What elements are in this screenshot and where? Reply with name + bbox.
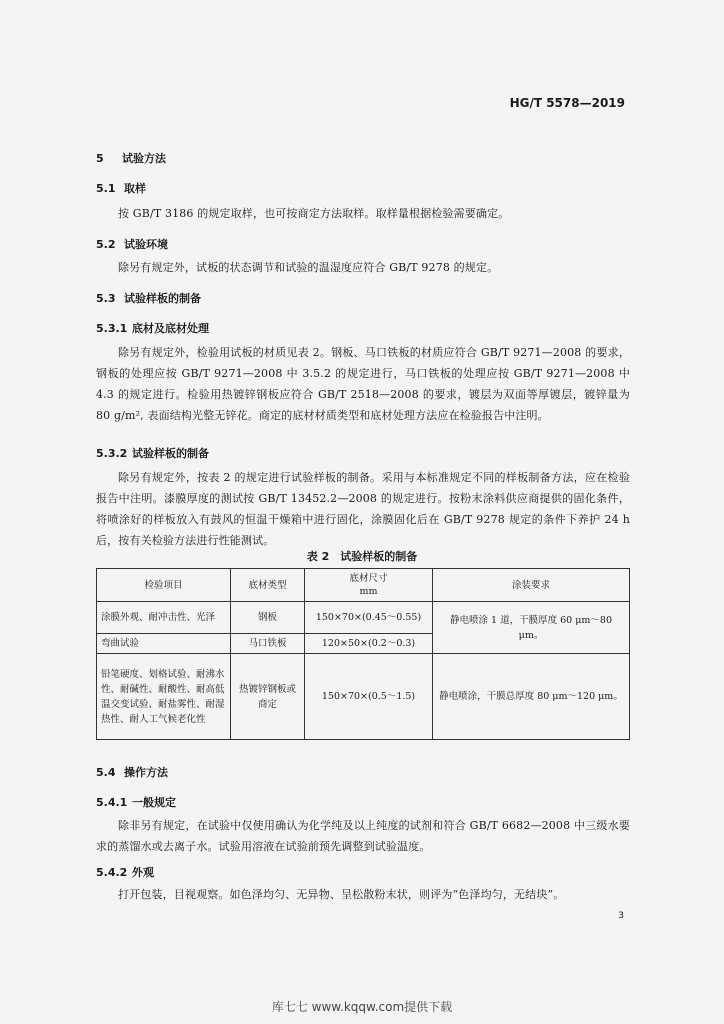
heading-title: 取样 [124, 182, 146, 195]
cell-size: 150×70×(0.45～0.55) [305, 602, 433, 634]
download-watermark: 库七七 www.kqqw.com提供下载 [271, 1000, 453, 1014]
cell-substrate: 马口铁板 [231, 634, 305, 654]
heading-number: 5.3.2 [96, 447, 128, 460]
header-size-label: 底材尺寸 [349, 573, 388, 584]
heading-title: 操作方法 [124, 766, 168, 779]
header-size [305, 569, 433, 602]
cell-size: 150×70×(0.5～1.5) [305, 654, 433, 740]
heading-5-4 [96, 764, 168, 780]
cell-substrate: 钢板 [231, 602, 305, 634]
heading-number: 5.1 [96, 182, 116, 195]
table-header-row [97, 569, 630, 602]
heading-number: 5.4 [96, 766, 116, 779]
heading-title: 外观 [132, 866, 154, 879]
heading-title: 试验环境 [124, 238, 168, 251]
heading-5-4-1 [96, 794, 176, 810]
table-row [97, 602, 630, 634]
cell-size: 120×50×(0.2～0.3) [305, 634, 433, 654]
table-row [97, 654, 630, 740]
heading-title: 底材及底材处理 [132, 322, 209, 335]
cell-substrate: 热镀锌钢板或商定 [231, 654, 305, 740]
cell-coating: 静电喷涂 1 道，干膜厚度 60 μm～80 μm。 [433, 602, 630, 654]
heading-number: 5 [96, 152, 104, 165]
sample-preparation-table [96, 568, 630, 740]
heading-number: 5.3.1 [96, 322, 128, 335]
table-caption: 表 2 试验样板的制备 [306, 550, 418, 563]
heading-5-3-1 [96, 320, 209, 336]
heading-5-1 [96, 180, 146, 196]
document-code: HG/T 5578—2019 [509, 96, 625, 110]
heading-number: 5.3 [96, 292, 116, 305]
heading-number: 5.4.1 [96, 796, 128, 809]
header-substrate: 底材类型 [231, 569, 305, 602]
heading-title: 试验样板的制备 [132, 447, 209, 460]
heading-5 [96, 150, 166, 166]
heading-5-3 [96, 290, 201, 306]
header-item: 检验项目 [97, 569, 231, 602]
paragraph-5-4-1: 除非另有规定，在试验中仅使用确认为化学纯及以上纯度的试剂和符合 GB/T 6682—2008 中三级水要求的蒸馏水或去离子水。试验用溶液在试验前预先调整到试验温度。 [96, 819, 630, 853]
heading-title: 试验方法 [122, 152, 166, 165]
paragraph-5-3-1: 除另有规定外，检验用试板的材质见表 2。钢板、马口铁板的材质应符合 GB/T 9271—2008 的要求，钢板的处理应按 GB/T 9271—2008 中 3.5.2 的规定进行，马口铁板的处理应按 GB/T 9271—2008 中 4.3 的规定进行。检验用热镀锌钢板应符合 GB/T 2518—2008 的要求，镀层为双面等厚镀层，镀锌量为 80 g/m², 表面结构光整无锌花。商定的底材材质类型和底材处理方法应在检验报告中注明。 [96, 346, 630, 422]
heading-5-3-2 [96, 445, 209, 461]
cell-item: 铅笔硬度、划格试验、耐沸水性、耐碱性、耐酸性、耐高低温交变试验、耐盐雾性、耐湿热性、耐人工气候老化性 [97, 654, 231, 740]
paragraph-5-4-2: 打开包装，目视观察。如色泽均匀、无异物、呈松散粉末状，则评为“色泽均匀，无结块”。 [118, 888, 565, 901]
cell-coating: 静电喷涂，干膜总厚度 80 μm～120 μm。 [433, 654, 630, 740]
heading-title: 一般规定 [132, 796, 176, 809]
cell-item: 弯曲试验 [97, 634, 231, 654]
heading-5-2 [96, 236, 168, 252]
page-number: 3 [618, 911, 624, 921]
heading-number: 5.2 [96, 238, 116, 251]
paragraph-5-2: 除另有规定外，试板的状态调节和试验的温湿度应符合 GB/T 9278 的规定。 [118, 261, 499, 274]
heading-5-4-2 [96, 864, 154, 880]
paragraph-5-1: 按 GB/T 3186 的规定取样，也可按商定方法取样。取样量根据检验需要确定。 [118, 207, 510, 220]
paragraph-5-3-2: 除另有规定外，按表 2 的规定进行试验样板的制备。采用与本标准规定不同的样板制备方法，应在检验报告中注明。漆膜厚度的测试按 GB/T 13452.2—2008 的规定进行。按粉末涂料供应商提供的固化条件，将喷涂好的样板放入有鼓风的恒温干燥箱中进行固化，涂膜固化后在 GB/T 9278 规定的条件下养护 24 h 后，按有关检验方法进行性能测试。 [96, 471, 630, 547]
heading-number: 5.4.2 [96, 866, 128, 879]
header-coating: 涂装要求 [433, 569, 630, 602]
header-size-unit: mm [359, 586, 378, 597]
heading-title: 试验样板的制备 [124, 292, 201, 305]
cell-item: 涂膜外观、耐冲击性、光泽 [97, 602, 231, 634]
